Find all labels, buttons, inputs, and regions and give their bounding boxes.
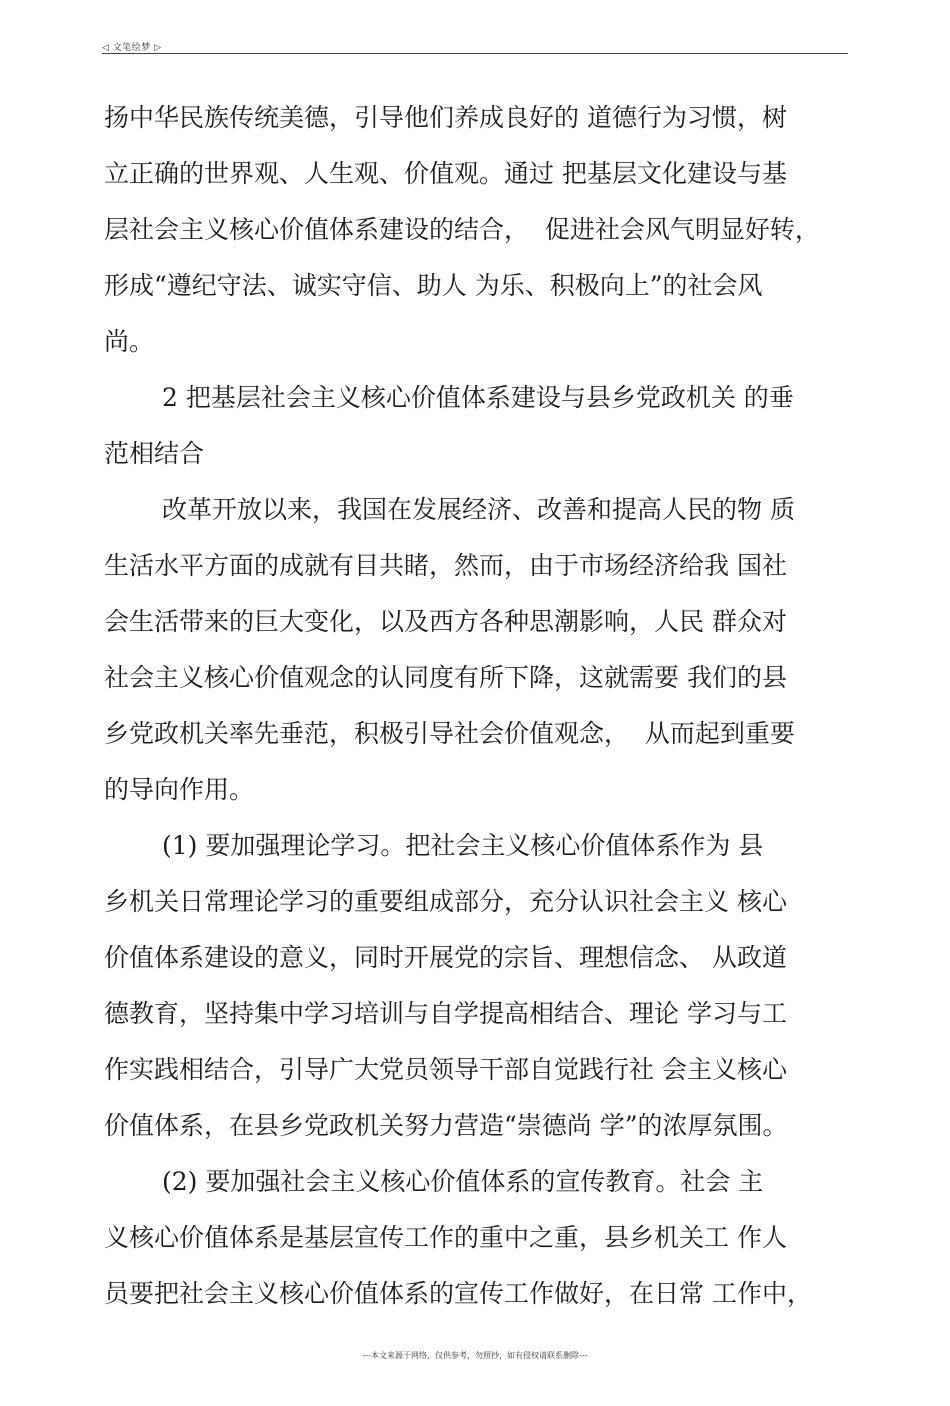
text-line: 作实践相结合，引导广大党员领导干部自觉践行社 会主义核心 bbox=[104, 1055, 787, 1084]
text-line: 2 把基层社会主义核心价值体系建设与县乡党政机关 的垂 bbox=[162, 383, 794, 412]
text-line: 尚。 bbox=[104, 327, 155, 356]
text-line: 会生活带来的巨大变化，以及西方各种思潮影响，人民 群众对 bbox=[104, 607, 787, 636]
text-line: 价值体系建设的意义，同时开展党的宗旨、理想信念、 从政道 bbox=[104, 943, 787, 972]
text-line: 形成“遵纪守法、诚实守信、助人 为乐、积极向上”的社会风 bbox=[104, 271, 763, 300]
text-line: (1) 要加强理论学习。把社会主义核心价值体系作为 县 bbox=[162, 831, 764, 860]
text-line: 范相结合 bbox=[104, 439, 205, 468]
text-line: 改革开放以来，我国在发展经济、改善和提高人民的物 质 bbox=[162, 495, 795, 524]
page-header: ◁ 文笔绘梦 ▷ bbox=[102, 43, 162, 53]
page-footer: ---本文来源于网络，仅供参考，勿照抄，如有侵权请联系删除--- bbox=[362, 1351, 588, 1360]
text-line: 生活水平方面的成就有目共睹，然而，由于市场经济给我 国社 bbox=[104, 551, 787, 580]
text-line: (2) 要加强社会主义核心价值体系的宣传教育。社会 主 bbox=[162, 1167, 764, 1196]
text-line: 德教育，坚持集中学习培训与自学提高相结合、理论 学习与工 bbox=[104, 999, 787, 1028]
text-line: 员要把社会主义核心价值体系的宣传工作做好，在日常 工作中， bbox=[104, 1279, 812, 1308]
text-line: 乡机关日常理论学习的重要组成部分，充分认识社会主义 核心 bbox=[104, 887, 787, 916]
header-divider bbox=[102, 53, 848, 54]
text-line: 社会主义核心价值观念的认同度有所下降，这就需要 我们的县 bbox=[104, 663, 787, 692]
text-line: 立正确的世界观、人生观、价值观。通过 把基层文化建设与基 bbox=[104, 159, 787, 188]
text-line: 乡党政机关率先垂范，积极引导社会价值观念， 从而起到重要 bbox=[104, 719, 795, 748]
document-body bbox=[104, 90, 850, 1322]
text-line: 扬中华民族传统美德，引导他们养成良好的 道德行为习惯，树 bbox=[104, 103, 787, 132]
text-line: 价值体系，在县乡党政机关努力营造“崇德尚 学”的浓厚氛围。 bbox=[104, 1111, 788, 1140]
text-line: 义核心价值体系是基层宣传工作的重中之重，县乡机关工 作人 bbox=[104, 1223, 787, 1252]
text-line: 的导向作用。 bbox=[104, 775, 255, 804]
text-line: 层社会主义核心价值体系建设的结合， 促进社会风气明显好转， bbox=[104, 215, 820, 244]
